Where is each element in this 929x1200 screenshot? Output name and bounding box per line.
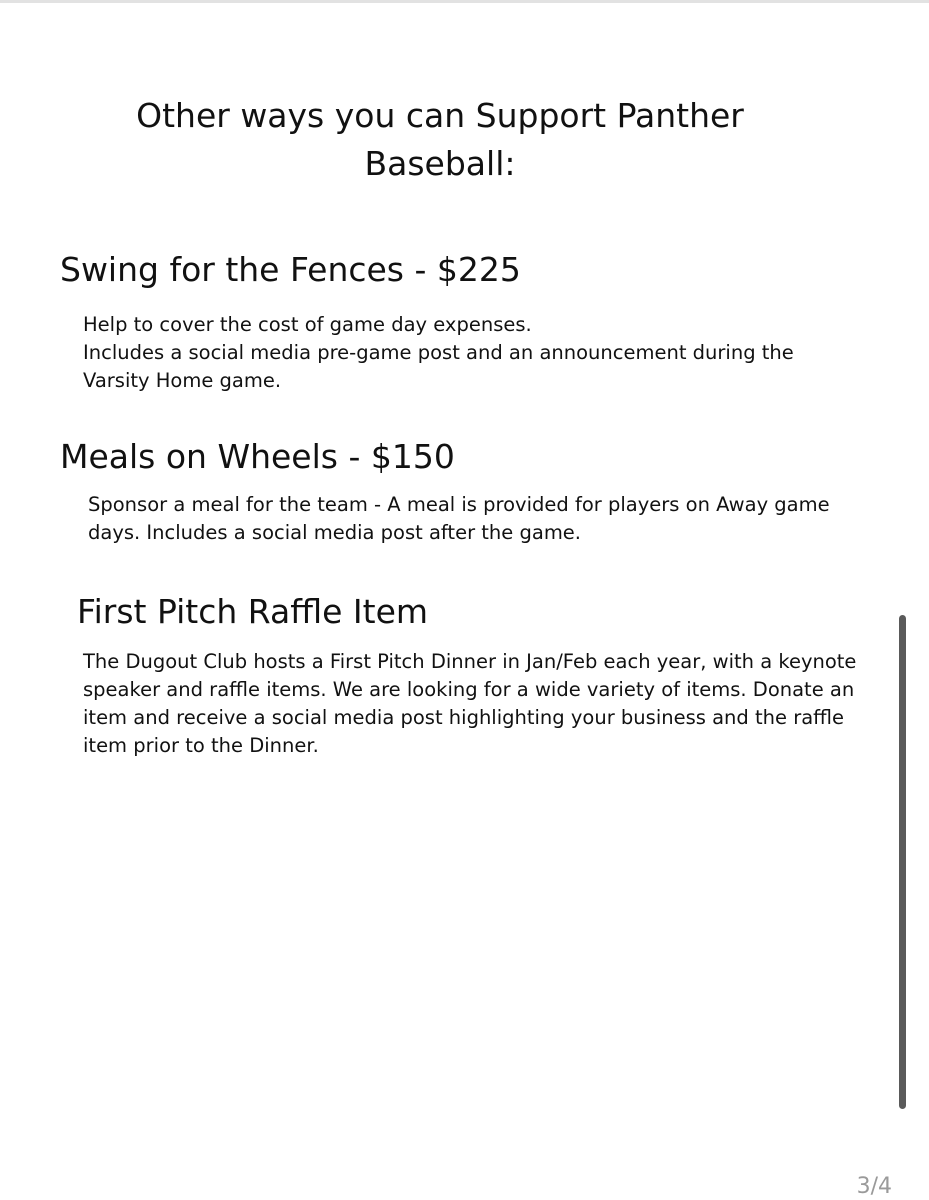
vertical-scrollbar[interactable] — [899, 615, 906, 1109]
section-body-meals-on-wheels: Sponsor a meal for the team - A meal is provided for players on Away game days. Includes a social media post after the game. — [88, 493, 830, 544]
section-body-swing-for-the-fences: Help to cover the cost of game day expenses. Includes a social media pre-game post and an announcement during the Varsity Home game. — [83, 313, 794, 392]
section-heading-first-pitch-raffle-item: First Pitch Raffle Item — [77, 592, 429, 631]
page-title: Other ways you can Support Panther Baseball: — [136, 96, 744, 183]
section-heading-swing-for-the-fences: Swing for the Fences - $225 — [60, 250, 521, 289]
section-body-first-pitch-raffle-item: The Dugout Club hosts a First Pitch Dinner in Jan/Feb each year, with a keynote speaker and raffle items. We are looking for a wide variety of items. Donate an item and receive a social media post highlighting your business and the raffle item prior to the Dinner. — [83, 650, 857, 757]
top-divider — [0, 0, 929, 3]
section-heading-meals-on-wheels: Meals on Wheels - $150 — [60, 437, 455, 476]
page-indicator: 3/4 — [856, 1174, 892, 1199]
